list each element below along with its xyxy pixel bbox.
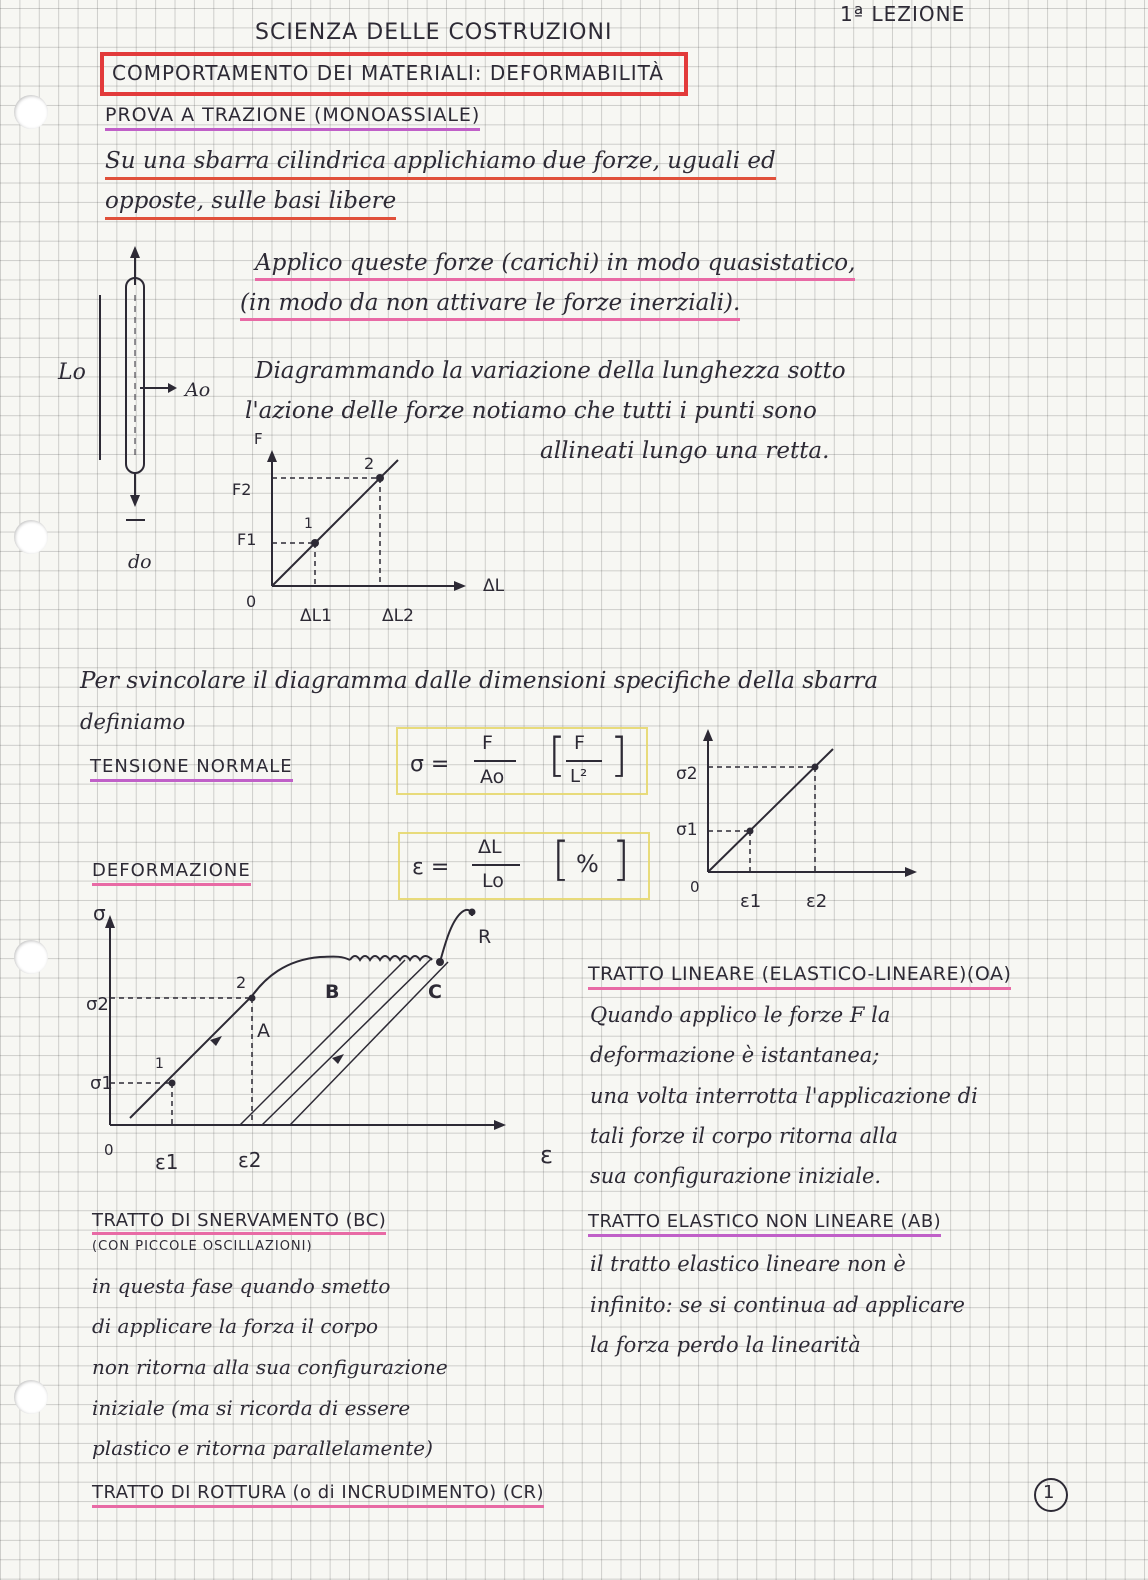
force-x-tick-dl1: ΔL1 [300, 606, 332, 626]
curve-point-c [436, 958, 444, 966]
curve-point-label-c: C [428, 981, 442, 1003]
left-line-4: iniziale (ma si ricorda di essere [92, 1396, 411, 1420]
note-2-line-1: Diagrammando la variazione della lunghezza sotto [255, 358, 846, 384]
stress-unit-numerator: F [574, 732, 585, 754]
small-y-tick-s1: σ1 [676, 820, 698, 840]
section-title: COMPORTAMENTO DEI MATERIALI: DEFORMABILITÀ [112, 61, 664, 85]
curve-point-r [469, 909, 476, 916]
lesson-label: 1ª LEZIONE [840, 2, 966, 26]
stress-numerator: F [482, 732, 493, 754]
curve-x-tick-e2: ε2 [238, 1148, 262, 1172]
left-line-1: in questa fase quando smetto [92, 1274, 391, 1298]
curve-y-label: σ [93, 901, 106, 925]
bar-length-label: Lo [58, 360, 86, 385]
stress-label: TENSIONE NORMALE [90, 758, 293, 782]
note-2-line-2: l'azione delle forze notiamo che tutti i punti sono [245, 398, 817, 424]
right-heading-linear: TRATTO LINEARE (ELASTICO-LINEARE)(OA) [588, 965, 1011, 990]
force-y-tick-f1: F1 [237, 530, 257, 549]
bracket-right: ] [610, 728, 628, 782]
intro-line-1: Su una sbarra cilindrica applichiamo due forze, uguali ed [105, 150, 776, 180]
curve-yield [350, 956, 432, 960]
bracket-left: [ [552, 832, 570, 886]
force-y-label: F [254, 430, 263, 448]
page-number: 1 [1043, 1482, 1055, 1503]
force-x-label: ΔL [483, 576, 505, 596]
curve-point-label-r: R [478, 926, 492, 948]
stress-unit-denominator: L² [570, 766, 588, 787]
strain-symbol: ε = [412, 855, 450, 880]
curve-rupture [440, 910, 472, 962]
force-x-tick-dl2: ΔL2 [382, 606, 414, 626]
curve-point-label-1: 1 [155, 1056, 164, 1072]
note-2-line-3: allineati lungo una retta. [540, 438, 830, 464]
bar-area-label: Ao [185, 379, 211, 401]
stress-denominator: Ao [480, 766, 505, 788]
left-line-3: non ritorna alla sua configurazione [92, 1355, 448, 1379]
right-nonlinear-line-2: infinito: se si continua ad applicare [590, 1293, 965, 1317]
right-line-1: Quando applico le forze F la [590, 1003, 891, 1027]
force-point-label-2: 2 [364, 454, 375, 473]
note-3-line-2: definiamo [80, 710, 186, 734]
small-origin-label: 0 [690, 878, 700, 896]
bracket-right: ] [612, 832, 630, 886]
right-nonlinear-line-3: la forza perdo la linearità [590, 1333, 861, 1357]
curve-y-tick-s1: σ1 [90, 1073, 113, 1094]
page-title: SCIENZA DELLE COSTRUZIONI [255, 20, 613, 45]
curve-point-label-b: B [325, 981, 340, 1003]
strain-unit: % [576, 850, 599, 878]
left-heading-yield: TRATTO DI SNERVAMENTO (BC) [92, 1212, 386, 1235]
force-point-label-1: 1 [304, 516, 313, 532]
stress-symbol: σ = [410, 752, 450, 777]
strain-denominator: Lo [482, 870, 504, 892]
right-line-4: tali forze il corpo ritorna alla [590, 1124, 899, 1148]
right-nonlinear-line-1: il tratto elastico lineare non è [590, 1252, 906, 1276]
left-heading-yield-sub: (CON PICCOLE OSCILLAZIONI) [92, 1239, 313, 1254]
strain-numerator: ΔL [478, 836, 502, 858]
curve-point-2 [249, 995, 256, 1002]
right-heading-nonlinear: TRATTO ELASTICO NON LINEARE (AB) [588, 1213, 941, 1237]
curve-origin-label: 0 [104, 1141, 114, 1159]
unloading-line [290, 962, 448, 1125]
note-3-line-1: Per svincolare il diagramma dalle dimensioni specifiche della sbarra [80, 668, 879, 694]
left-line-2: di applicare la forza il corpo [92, 1314, 379, 1338]
small-x-tick-e1: ε1 [740, 891, 762, 912]
strain-label: DEFORMAZIONE [92, 862, 251, 886]
curve-point-label-2: 2 [236, 973, 247, 992]
note-1-line-2: (in modo da non attivare le forze inerziali). [240, 292, 740, 321]
bracket-left: [ [548, 728, 566, 782]
left-line-5: plastico e ritorna parallelamente) [92, 1436, 433, 1460]
force-origin-label: 0 [246, 592, 257, 611]
curve-point-1 [169, 1080, 176, 1087]
arrow-right-icon [494, 1120, 506, 1130]
intro-line-2: opposte, sulle basi libere [105, 190, 396, 220]
curve-y-tick-s2: σ2 [86, 994, 109, 1015]
curve-x-tick-e1: ε1 [155, 1150, 179, 1174]
note-1-line-1: Applico queste forze (carichi) in modo quasistatico, [255, 252, 855, 281]
left-heading-rupture: TRATTO DI ROTTURA (o di INCRUDIMENTO) (CR) [92, 1484, 544, 1508]
curve-point-label-a: A [257, 1020, 270, 1042]
unloading-line [240, 960, 405, 1125]
curve-x-label: ε [540, 1141, 553, 1169]
bar-diameter-label: do [128, 551, 152, 573]
section-subtitle: PROVA A TRAZIONE (MONOASSIALE) [105, 106, 480, 131]
right-line-5: sua configurazione iniziale. [590, 1164, 882, 1188]
arrow-up-icon [105, 915, 115, 928]
force-y-tick-f2: F2 [232, 480, 252, 499]
small-y-tick-s2: σ2 [676, 764, 698, 784]
unloading-line [262, 958, 432, 1125]
small-x-tick-e2: ε2 [806, 891, 828, 912]
right-line-3: una volta interrotta l'applicazione di [590, 1084, 978, 1108]
right-line-2: deformazione è istantanea; [590, 1043, 880, 1067]
